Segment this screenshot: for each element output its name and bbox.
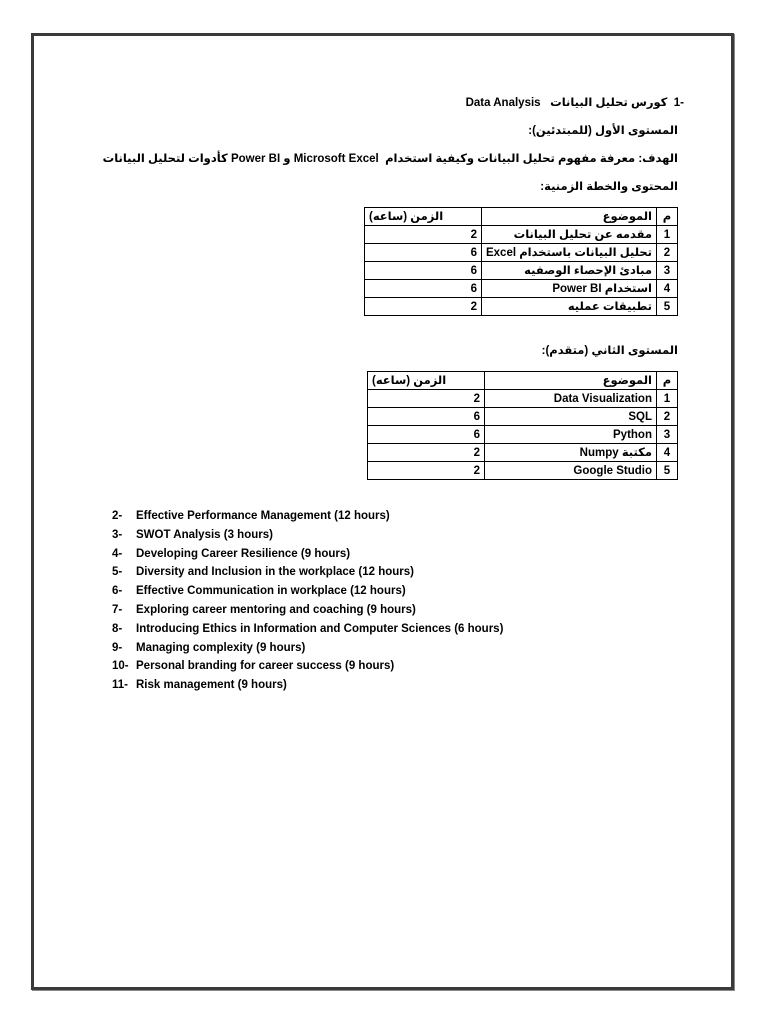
- heading-number: -1: [673, 97, 684, 109]
- list-item: [112, 507, 503, 526]
- row-topic: مقدمه عن تحليل البيانات: [481, 226, 656, 244]
- level1-table: [364, 207, 678, 316]
- list-item-text: Effective Performance Management (12 hours): [136, 510, 390, 522]
- level1-goal: [103, 152, 678, 166]
- table-row: [368, 426, 678, 444]
- header-topic: الموضوع: [481, 208, 656, 226]
- row-num: 4: [657, 280, 678, 298]
- list-item-text: Effective Communication in workplace (12 hours): [136, 585, 406, 598]
- heading-arabic: كورس تحليل البيانات: [550, 97, 668, 109]
- table-row: [368, 462, 678, 480]
- row-topic: مكتبة Numpy: [485, 444, 657, 462]
- course-heading: [466, 96, 684, 110]
- list-item-number: 10-: [112, 660, 129, 673]
- list-item: [112, 601, 503, 620]
- row-num: 4: [657, 444, 678, 462]
- list-item-text: Exploring career mentoring and coaching (9 hours): [136, 603, 416, 616]
- row-time: 2: [364, 226, 481, 244]
- list-item: [112, 526, 503, 545]
- list-item-number: 2-: [112, 510, 123, 522]
- list-item: [112, 620, 503, 639]
- list-item: [112, 676, 503, 695]
- list-item-text: Personal branding for career success (9 hours): [136, 660, 395, 673]
- list-item-number: 5-: [112, 566, 123, 579]
- row-num: 2: [657, 408, 678, 426]
- list-item-text: Diversity and Inclusion in the workplace (12 hours): [136, 566, 414, 579]
- header-time: الزمن (ساعه): [368, 372, 485, 390]
- list-item-text: Introducing Ethics in Information and Computer Sciences (6 hours): [136, 622, 504, 635]
- table-row: [368, 408, 678, 426]
- table-header-row: [364, 208, 677, 226]
- list-item-number: 8-: [112, 622, 123, 635]
- level2-title: المستوى الثاني (متقدم):: [541, 345, 678, 357]
- level1-plan-title: المحتوى والخطة الزمنية:: [540, 181, 678, 193]
- table-row: [364, 280, 677, 298]
- row-topic: استخدام Power BI: [481, 280, 656, 298]
- row-time: 2: [368, 390, 485, 408]
- header-time: الزمن (ساعه): [364, 208, 481, 226]
- row-time: 6: [364, 244, 481, 262]
- header-num: م: [657, 208, 678, 226]
- row-num: 1: [657, 390, 678, 408]
- heading-english: Data Analysis: [465, 97, 541, 109]
- row-num: 5: [657, 298, 678, 316]
- list-item-text: SWOT Analysis (3 hours): [136, 528, 273, 541]
- table-header-row: [368, 372, 678, 390]
- list-item-number: 9-: [112, 641, 123, 654]
- level2-table: [367, 371, 678, 480]
- row-time: 6: [364, 280, 481, 298]
- row-num: 5: [657, 462, 678, 480]
- row-topic: SQL: [485, 408, 657, 426]
- table-row: [368, 390, 678, 408]
- table-row: [368, 444, 678, 462]
- row-time: 6: [368, 426, 485, 444]
- row-time: 6: [364, 262, 481, 280]
- header-num: م: [657, 372, 678, 390]
- row-topic: تطبيقات عمليه: [481, 298, 656, 316]
- row-time: 2: [364, 298, 481, 316]
- row-time: 6: [368, 408, 485, 426]
- goal-tool-excel: Microsoft Excel: [293, 153, 379, 165]
- list-item: [112, 545, 503, 564]
- row-topic: تحليل البيانات باستخدام Excel: [481, 244, 656, 262]
- list-item-text: Risk management (9 hours): [136, 679, 287, 692]
- row-num: 3: [657, 426, 678, 444]
- row-num: 2: [657, 244, 678, 262]
- row-time: 2: [368, 462, 485, 480]
- list-item-text: Managing complexity (9 hours): [136, 641, 306, 654]
- table-row: [364, 298, 677, 316]
- course-list: [112, 507, 503, 695]
- goal-prefix: الهدف: معرفة مفهوم تحليل البيانات وكيفية استخدام: [385, 153, 678, 165]
- row-topic: Google Studio: [485, 462, 657, 480]
- list-item-number: 7-: [112, 603, 123, 616]
- row-num: 1: [657, 226, 678, 244]
- list-item: [112, 563, 503, 582]
- list-item-number: 4-: [112, 547, 123, 560]
- header-topic: الموضوع: [485, 372, 657, 390]
- list-item-text: Developing Career Resilience (9 hours): [136, 547, 351, 560]
- row-num: 3: [657, 262, 678, 280]
- table-row: [364, 244, 677, 262]
- table-row: [364, 226, 677, 244]
- list-item-number: 3-: [112, 528, 123, 541]
- goal-tool-powerbi: Power BI: [230, 153, 281, 165]
- row-time: 2: [368, 444, 485, 462]
- table-row: [364, 262, 677, 280]
- list-item-number: 6-: [112, 585, 123, 598]
- goal-and: و: [283, 153, 291, 165]
- row-topic: Python: [485, 426, 657, 444]
- row-topic: مبادئ الإحصاء الوصفيه: [481, 262, 656, 280]
- list-item: [112, 657, 503, 676]
- row-topic: Data Visualization: [485, 390, 657, 408]
- level1-title: المستوى الأول (للمبتدئين):: [528, 125, 678, 137]
- list-item: [112, 582, 503, 601]
- goal-suffix: كأدوات لتحليل البيانات: [102, 153, 228, 165]
- list-item-number: 11-: [112, 679, 128, 692]
- list-item: [112, 639, 503, 658]
